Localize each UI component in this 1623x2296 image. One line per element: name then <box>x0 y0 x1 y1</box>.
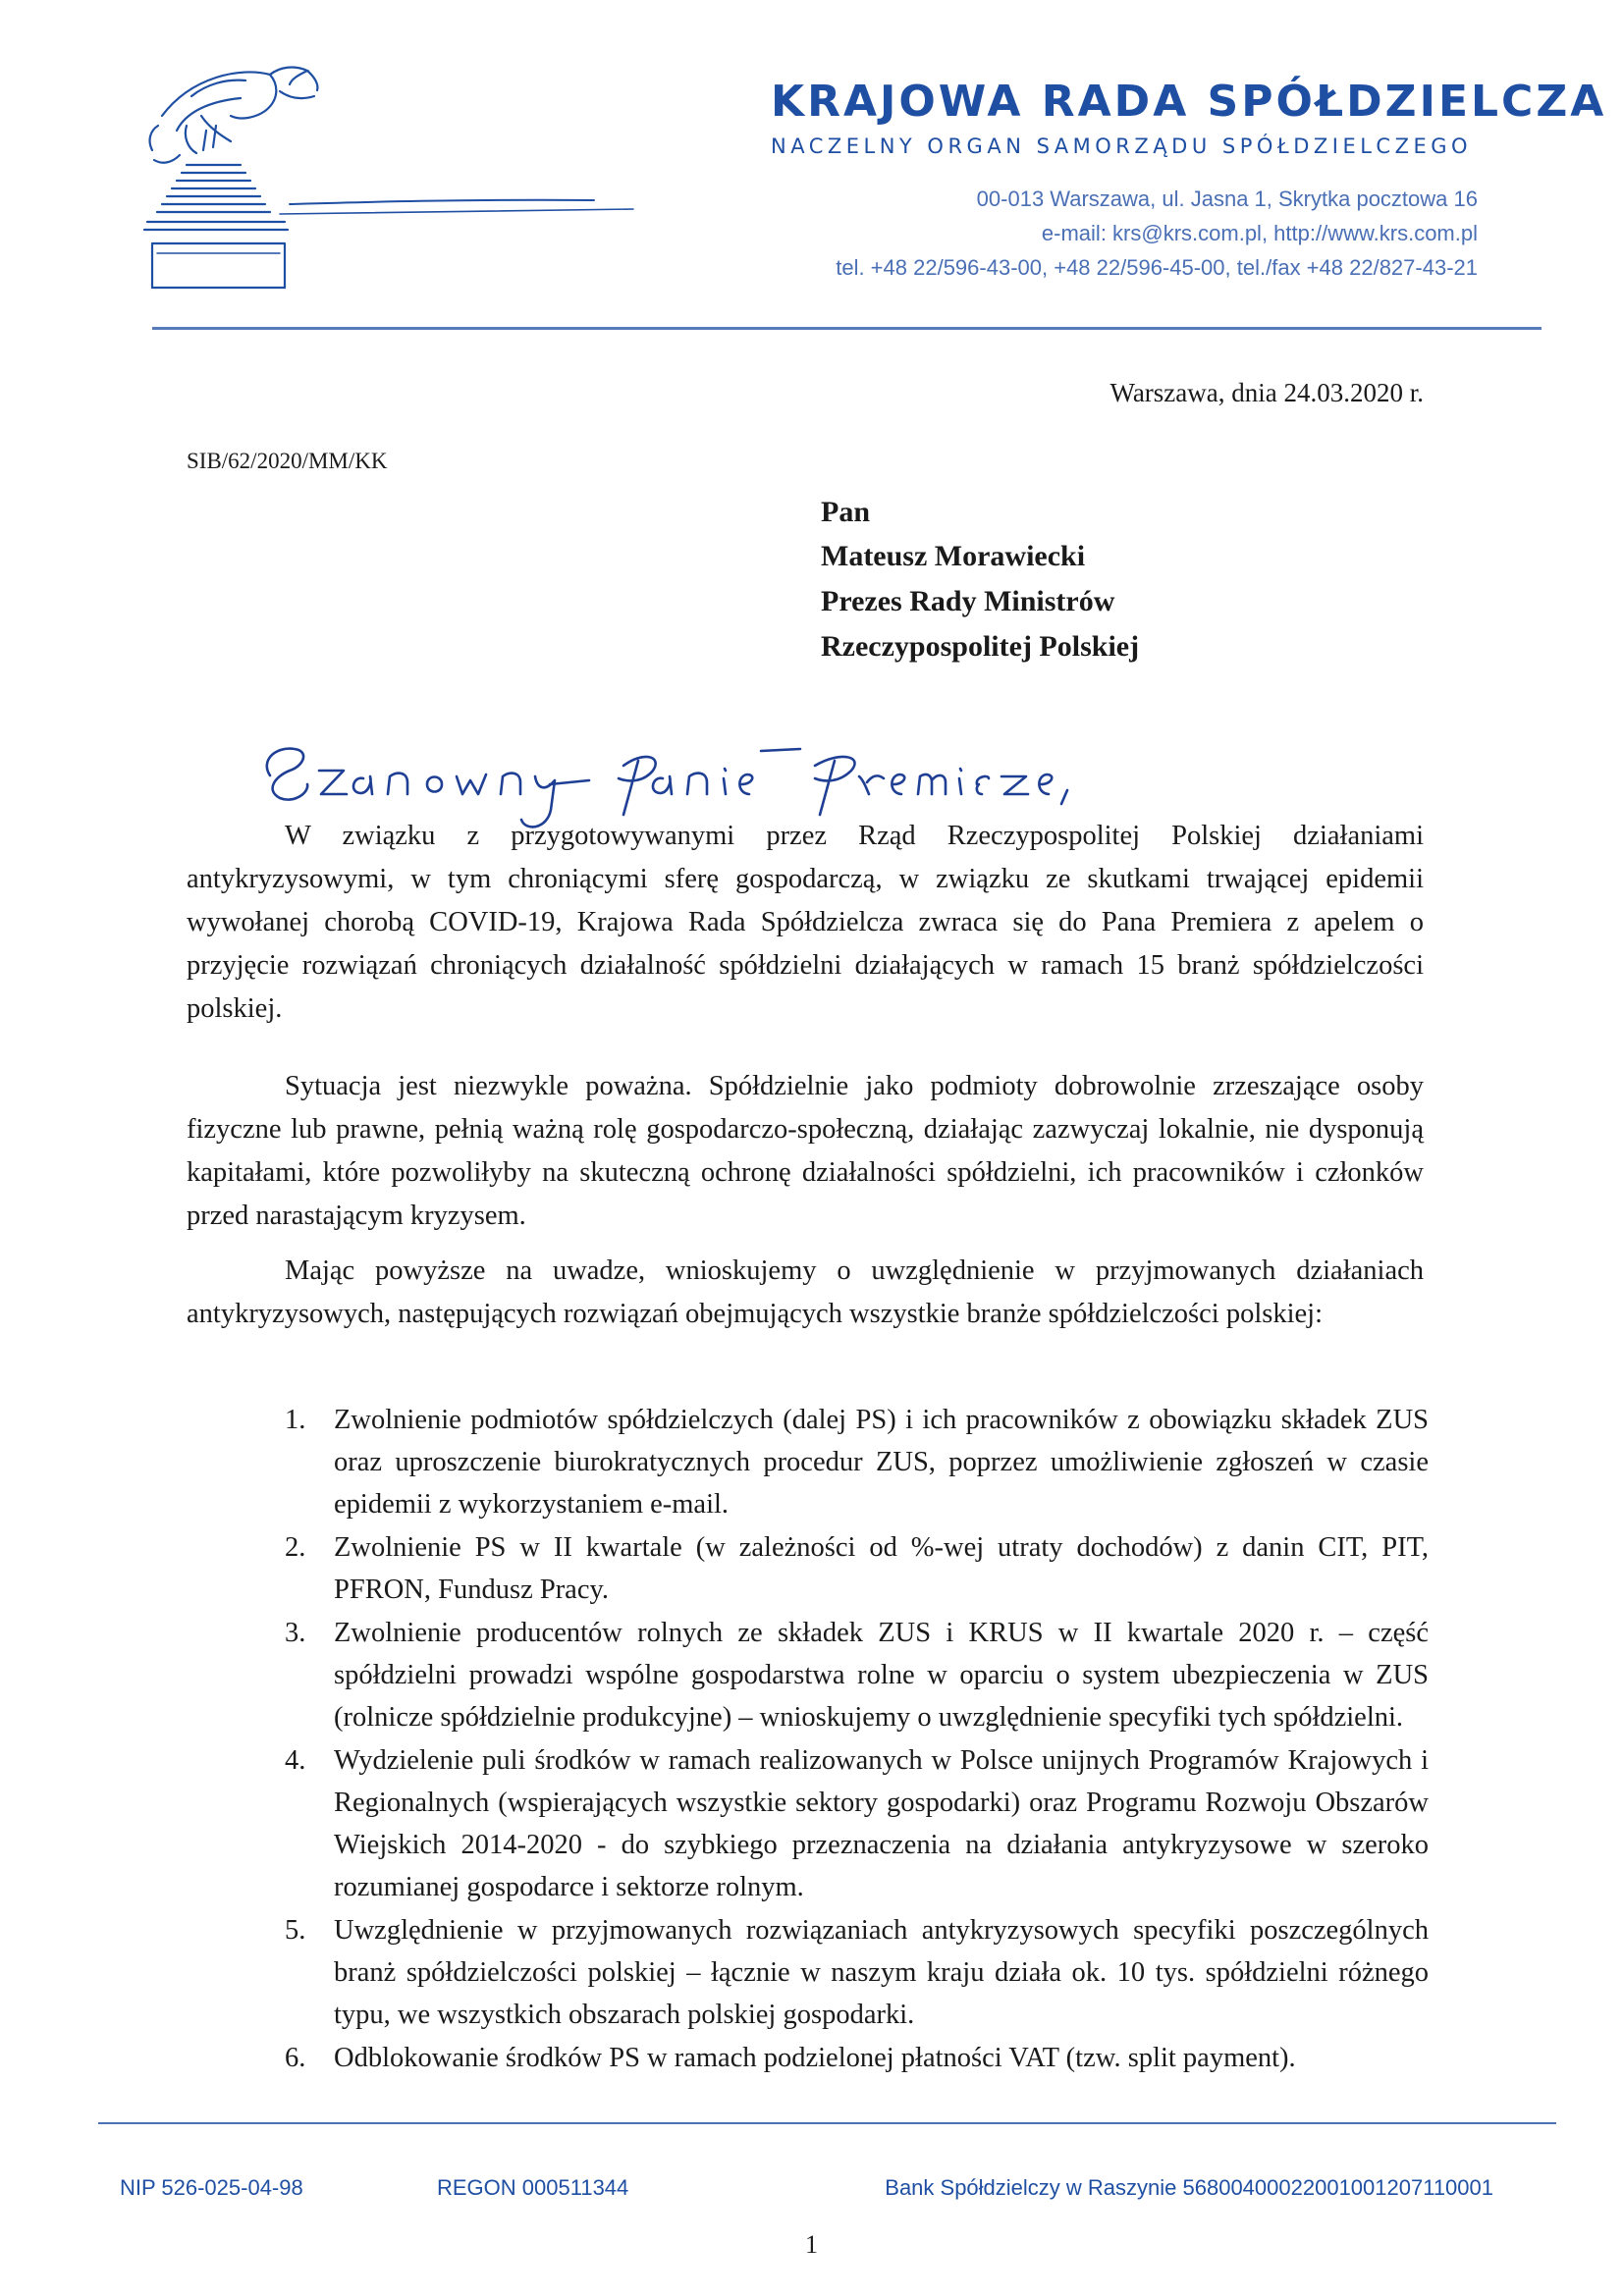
organization-logo-icon <box>133 57 682 312</box>
list-item <box>285 2037 1429 2079</box>
footer-bank-account: Bank Spółdzielczy w Raszynie 56800400022001001207110001 <box>885 2175 1493 2200</box>
list-item <box>285 1612 1429 1738</box>
list-item-number: 1. <box>285 1405 306 1435</box>
list-item-number: 5. <box>285 1915 306 1946</box>
list-item-number: 4. <box>285 1745 306 1776</box>
list-item-text: Zwolnienie PS w II kwartale (w zależności od %-wej utraty dochodów) z danin CIT, PIT, PFRON, Fundusz Pracy. <box>334 1532 1429 1605</box>
body-paragraph: W związku z przygotowywanymi przez Rząd Rzeczypospolitej Polskiej działaniami antykryzysowymi, w tym chroniącymi sferę gospodarczą, w związku ze skutkami trwającej epidemii wywołanej chorobą COVID-19, Krajowa Rada Spółdzielcza zwraca się do Pana Premiera z apelem o przyjęcie rozwiązań chroniących działalność spółdzielni działających w ramach 15 branż spółdzielczości polskiej. <box>187 821 1424 1024</box>
body-paragraph: Mając powyższe na uwadze, wnioskujemy o uwzględnienie w przyjmowanych działaniach antykryzysowych, następujących rozwiązań obejmujących wszystkie branże spółdzielczości polskiej: <box>187 1255 1424 1329</box>
footer-nip: NIP 526-025-04-98 <box>120 2175 303 2200</box>
page-number: 1 <box>805 2230 818 2259</box>
reference-number: SIB/62/2020/MM/KK <box>187 449 388 473</box>
recipient-line: Pan <box>821 496 871 528</box>
footer-divider <box>98 2122 1556 2124</box>
list-item-number: 6. <box>285 2043 306 2073</box>
recipient-title: Prezes Rady Ministrów <box>821 585 1115 617</box>
organization-phones: tel. +48 22/596-43-00, +48 22/596-45-00, tel./fax +48 22/827-43-21 <box>836 255 1478 280</box>
organization-contact: e-mail: krs@krs.com.pl, http://www.krs.com.pl <box>1041 221 1478 245</box>
organization-address: 00-013 Warszawa, ul. Jasna 1, Skrytka pocztowa 16 <box>976 187 1478 211</box>
list-item-text: Uwzględnienie w przyjmowanych rozwiązaniach antykryzysowych specyfiki poszczególnych branż spółdzielczości polskiej – łącznie w naszym kraju działa ok. 10 tys. spółdzielni różnego typu, we wszystkich obszarach polskiej gospodarki. <box>334 1915 1429 2030</box>
list-item-text: Wydzielenie puli środków w ramach realizowanych w Polsce unijnych Programów Krajowych i Regionalnych (wspierających wszystkie sektory gospodarki) oraz Programu Rozwoju Obszarów Wiejskich 2014-2020 - do szybkiego przeznaczenia na działania antykryzysowe w szeroko rozumianej gospodarce i sektorze rolnym. <box>334 1745 1429 1902</box>
body-paragraph: Sytuacja jest niezwykle poważna. Spółdzielnie jako podmioty dobrowolnie zrzeszające osoby fizyczne lub prawne, pełnią ważną rolę gospodarczo-społeczną, działając zazwyczaj lokalnie, nie dysponują kapitałami, które pozwoliłyby na skuteczną ochronę działalności spółdzielni, ich pracowników i członków przed narastającym kryzysem. <box>187 1071 1424 1231</box>
list-item-text: Zwolnienie producentów rolnych ze składek ZUS i KRUS w II kwartale 2020 r. – część spółdzielni prowadzi wspólne gospodarstwa rolne w oparciu o system ubezpieczenia w ZUS (rolnicze spółdzielnie produkcyjne) – wnioskujemy o uwzględnienie specyfiki tych spółdzielni. <box>334 1618 1429 1733</box>
list-item-text: Zwolnienie podmiotów spółdzielczych (dalej PS) i ich pracowników z obowiązku składek ZUS oraz uproszczenie biurokratycznych procedur ZUS, poprzez umożliwienie zgłoszeń w czasie epidemii z wykorzystaniem e-mail. <box>334 1405 1429 1520</box>
organization-subtitle: NACZELNY ORGAN SAMORZĄDU SPÓŁDZIELCZEGO <box>771 134 1473 158</box>
list-item <box>285 1909 1429 2036</box>
list-item <box>285 1399 1429 1525</box>
list-item <box>285 1739 1429 1908</box>
list-item-text: Odblokowanie środków PS w ramach podzielonej płatności VAT (tzw. split payment). <box>334 2043 1296 2073</box>
recipient-country: Rzeczypospolitej Polskiej <box>821 630 1140 663</box>
letter-date: Warszawa, dnia 24.03.2020 r. <box>1109 378 1424 407</box>
demands-list <box>285 1399 1429 2080</box>
list-item <box>285 1526 1429 1611</box>
list-item-number: 2. <box>285 1532 306 1563</box>
footer-regon: REGON 000511344 <box>437 2175 629 2200</box>
recipient-name: Mateusz Morawiecki <box>821 540 1086 572</box>
organization-name: KRAJOWA RADA SPÓŁDZIELCZA <box>771 77 1607 127</box>
letterhead-divider <box>152 327 1542 330</box>
list-item-number: 3. <box>285 1618 306 1648</box>
